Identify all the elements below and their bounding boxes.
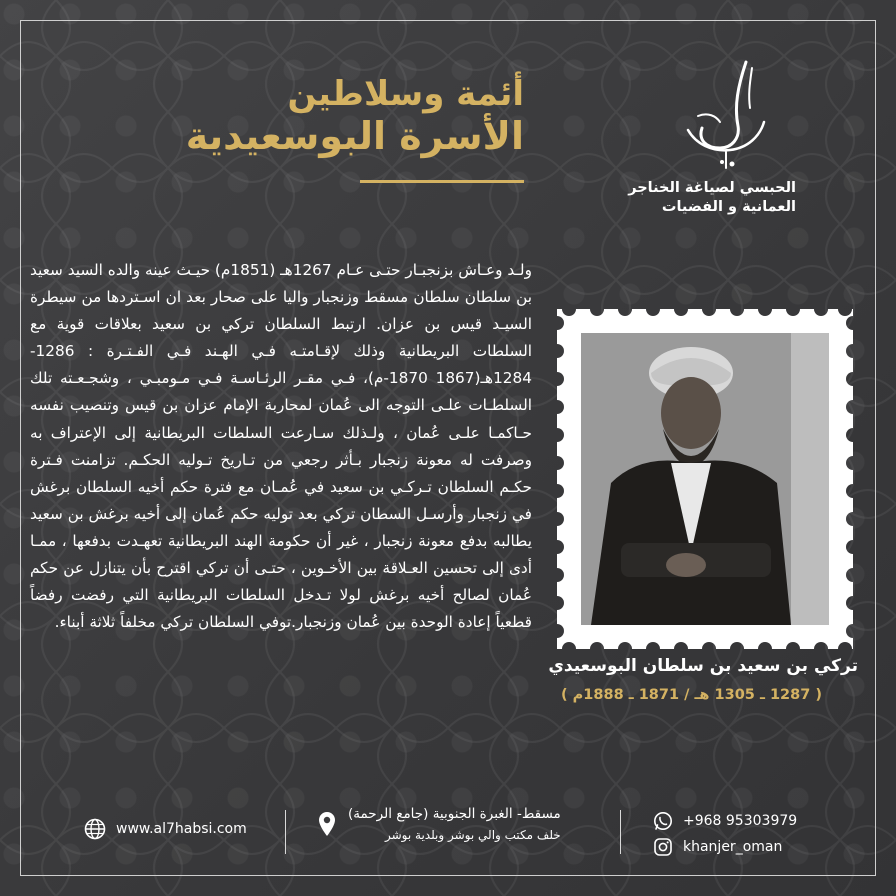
instagram-icon <box>653 837 673 857</box>
title-underline <box>360 180 524 183</box>
website-text: www.al7habsi.com <box>116 821 247 837</box>
portrait-dates: ( 1287 ـ 1305 هـ / 1871 ـ 1888م ) <box>560 687 822 703</box>
footer-address <box>318 806 561 842</box>
instagram-text: khanjer_oman <box>683 839 783 855</box>
article-body: ولـد وعـاش بزنجبـار حتـى عـام 1267هـ (1851م) حيـث عينه والده السيد سعيد بن سلطان سلطان مسقط وزنجبار واليا على صحار بعد ان اسـتردها من سيطرة السيـد قيس بن عزان. ارتبط السلطان تركي بن سعيد بعلاقات قوية مع السلطات البريطانية وذلك لإقـامتـه فـي الهـند فـي الفـتـرة : 1286-1284هـ(1867 1870-م)، فـي مقـر الرئـاسـة فـي مـومبـي ، وشجـعـته تلك السلطـات علـى التوجه الى عُمان لمحاربة الإمام عزان بن قيس وتنصيب نفسه حـاكمـا علـى عُمان ، ولـذلك سـارعت السلطات البريطانية إلى الإعتراف به وصرفت له معونة زنجبار بـأثر رجعي من تـاريخ تـوليه الحكـم. تزامنت فـترة حكـم السلطان تـركـي بن سعيد في عُمـان مع فترة حكم أخيه السلطان برغش في زنجبار وأرسـل السطان تركي بعد توليه حكم عُمان إلى أخيه برغش بن سعيد يطالبه بدفع معونة زنجبار ، غير أن حكومة الهند البريطانية تعهـدت بدفعها ، ممـا أدى إلى تحسين العـلاقة بين الأخـوين ، حتـى أن تركي اقترح بأن يتنازل عن حكم عُمان لصالح أخيه برغش لولا تـدخل السلطات البريطانية التي رفضت رفضاً قطعياً إعادة الوحدة بين عُمان وزنجبار.توفي السلطان تركي مخلفاً ثلاثة أبناء. <box>30 261 532 632</box>
portrait-name: تركي بن سعيد بن سلطان البوسعيدي <box>548 656 858 676</box>
brand-name-line-1: الحبسي لصياغة الخناجر <box>628 180 796 196</box>
footer-website[interactable] <box>84 818 247 840</box>
title-line-2: الأسرة البوسعيدية <box>185 114 524 158</box>
address-line-1: مسقط- الغبرة الجنوبية (جامع الرحمة) <box>348 806 561 822</box>
footer-divider <box>620 810 621 854</box>
calligraphy-logo-icon <box>668 56 778 176</box>
location-pin-icon <box>318 811 336 837</box>
globe-icon <box>84 818 106 840</box>
footer <box>0 800 896 860</box>
title-line-1: أئمة وسلاطين <box>287 74 524 114</box>
brand-name-line-2: العمانية و الفضيات <box>661 199 796 215</box>
footer-contact <box>653 808 797 860</box>
phone-row[interactable] <box>653 808 797 834</box>
address-line-2: خلف مكتب والي بوشر وبلدية بوشر <box>384 828 561 842</box>
instagram-row[interactable] <box>653 834 797 860</box>
whatsapp-icon <box>653 811 673 831</box>
footer-divider <box>285 810 286 854</box>
portrait-photo <box>581 333 829 625</box>
phone-text: +968 95303979 <box>683 813 798 829</box>
